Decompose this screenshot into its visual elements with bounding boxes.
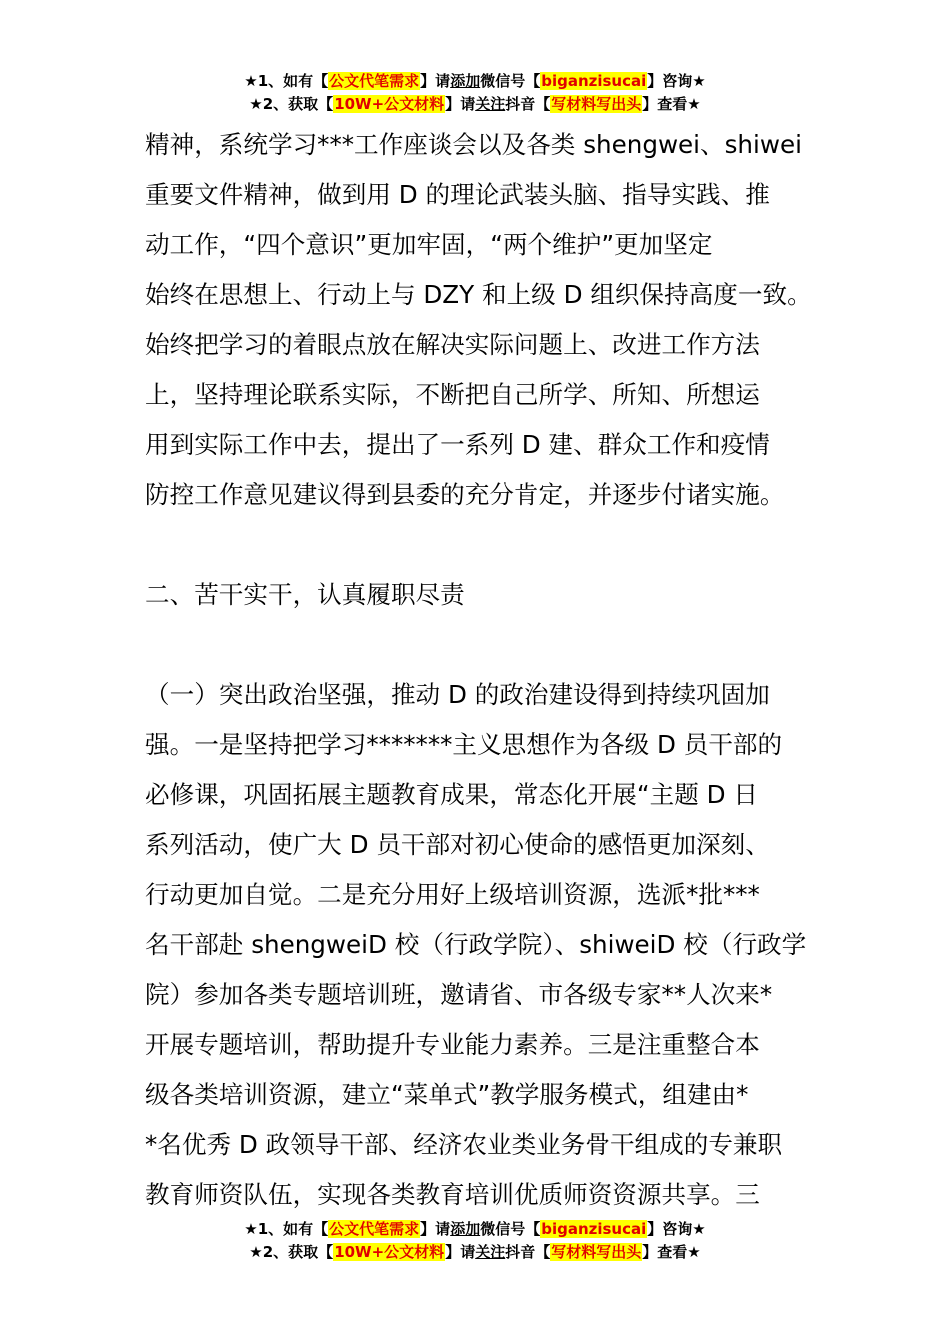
body-line: *名优秀 D 政领导干部、经济农业类业务骨干组成的专兼职	[145, 1130, 783, 1159]
banner-line-2	[0, 1241, 950, 1264]
banner-highlight: 10W+公文材料	[334, 95, 445, 113]
banner-highlight: 公文代笔需求	[329, 1220, 420, 1238]
body-line: 开展专题培训，帮助提升专业能力素养。三是注重整合本	[145, 1030, 760, 1059]
body-line: 院）参加各类专题培训班，邀请省、市各级专家**人次来*	[145, 980, 773, 1009]
header-banner	[0, 70, 950, 116]
banner-underline: 添加	[450, 72, 481, 90]
body-line: 重要文件精神，做到用 D 的理论武装头脑、指导实践、推	[145, 180, 770, 209]
banner-text: 】咨询★	[647, 72, 706, 90]
body-line: 强。一是坚持把学习*******主义思想作为各级 D 员干部的	[145, 730, 783, 759]
banner-text: 】请	[420, 1220, 451, 1238]
banner-text: 微信号【	[480, 1220, 541, 1238]
body-line: 防控工作意见建议得到县委的充分肯定，并逐步付诸实施。	[145, 480, 785, 509]
body-line: 必修课，巩固拓展主题教育成果，常态化开展“主题 D 日	[145, 780, 758, 809]
banner-highlight: 写材料写出头	[551, 95, 642, 113]
paragraph-gap	[145, 520, 817, 570]
body-line: 级各类培训资源，建立“菜单式”教学服务模式，组建由*	[145, 1080, 749, 1109]
banner-text: 抖音【	[505, 1243, 551, 1261]
section-heading: 二、苦干实干，认真履职尽责	[145, 580, 465, 609]
body-line: 系列活动，使广大 D 员干部对初心使命的感悟更加深刻、	[145, 830, 770, 859]
banner-text: 】请	[420, 72, 451, 90]
document-body	[145, 120, 817, 1220]
banner-text: 抖音【	[505, 95, 551, 113]
banner-line-1	[0, 70, 950, 93]
banner-text: 】请	[445, 1243, 476, 1261]
banner-text: ★1、如有【	[244, 1220, 329, 1238]
body-line: 教育师资队伍，实现各类教育培训优质师资资源共享。三	[145, 1180, 760, 1209]
banner-text: ★2、获取【	[249, 95, 334, 113]
body-line: 始终把学习的着眼点放在解决实际问题上、改进工作方法	[145, 330, 760, 359]
banner-line-2	[0, 93, 950, 116]
banner-highlight: biganzisucai	[541, 1220, 647, 1238]
body-line: 行动更加自觉。二是充分用好上级培训资源，选派*批***	[145, 880, 760, 909]
body-line: 上，坚持理论联系实际，不断把自己所学、所知、所想运	[145, 380, 760, 409]
body-line: （一）突出政治坚强，推动 D 的政治建设得到持续巩固加	[145, 680, 770, 709]
banner-highlight: 10W+公文材料	[334, 1243, 445, 1261]
banner-highlight: 公文代笔需求	[329, 72, 420, 90]
banner-highlight: biganzisucai	[541, 72, 647, 90]
banner-text: 】咨询★	[647, 1220, 706, 1238]
footer-banner	[0, 1218, 950, 1264]
banner-text: 】查看★	[642, 1243, 701, 1261]
paragraph-gap	[145, 620, 817, 670]
banner-line-1	[0, 1218, 950, 1241]
body-line: 始终在思想上、行动上与 DZY 和上级 D 组织保持高度一致。	[145, 280, 812, 309]
banner-underline: 添加	[450, 1220, 481, 1238]
banner-text: 微信号【	[480, 72, 541, 90]
banner-text: ★2、获取【	[249, 1243, 334, 1261]
body-line: 精神，系统学习***工作座谈会以及各类 shengwei、shiwei	[145, 130, 802, 159]
banner-underline: 关注	[475, 1243, 506, 1261]
body-line: 动工作，“四个意识”更加牢固，“两个维护”更加坚定	[145, 230, 713, 259]
banner-highlight: 写材料写出头	[551, 1243, 642, 1261]
banner-text: 】请	[445, 95, 476, 113]
banner-text: ★1、如有【	[244, 72, 329, 90]
body-line: 用到实际工作中去，提出了一系列 D 建、群众工作和疫情	[145, 430, 770, 459]
body-line: 名干部赴 shengweiD 校（行政学院）、shiweiD 校（行政学	[145, 930, 807, 959]
banner-text: 】查看★	[642, 95, 701, 113]
banner-underline: 关注	[475, 95, 506, 113]
